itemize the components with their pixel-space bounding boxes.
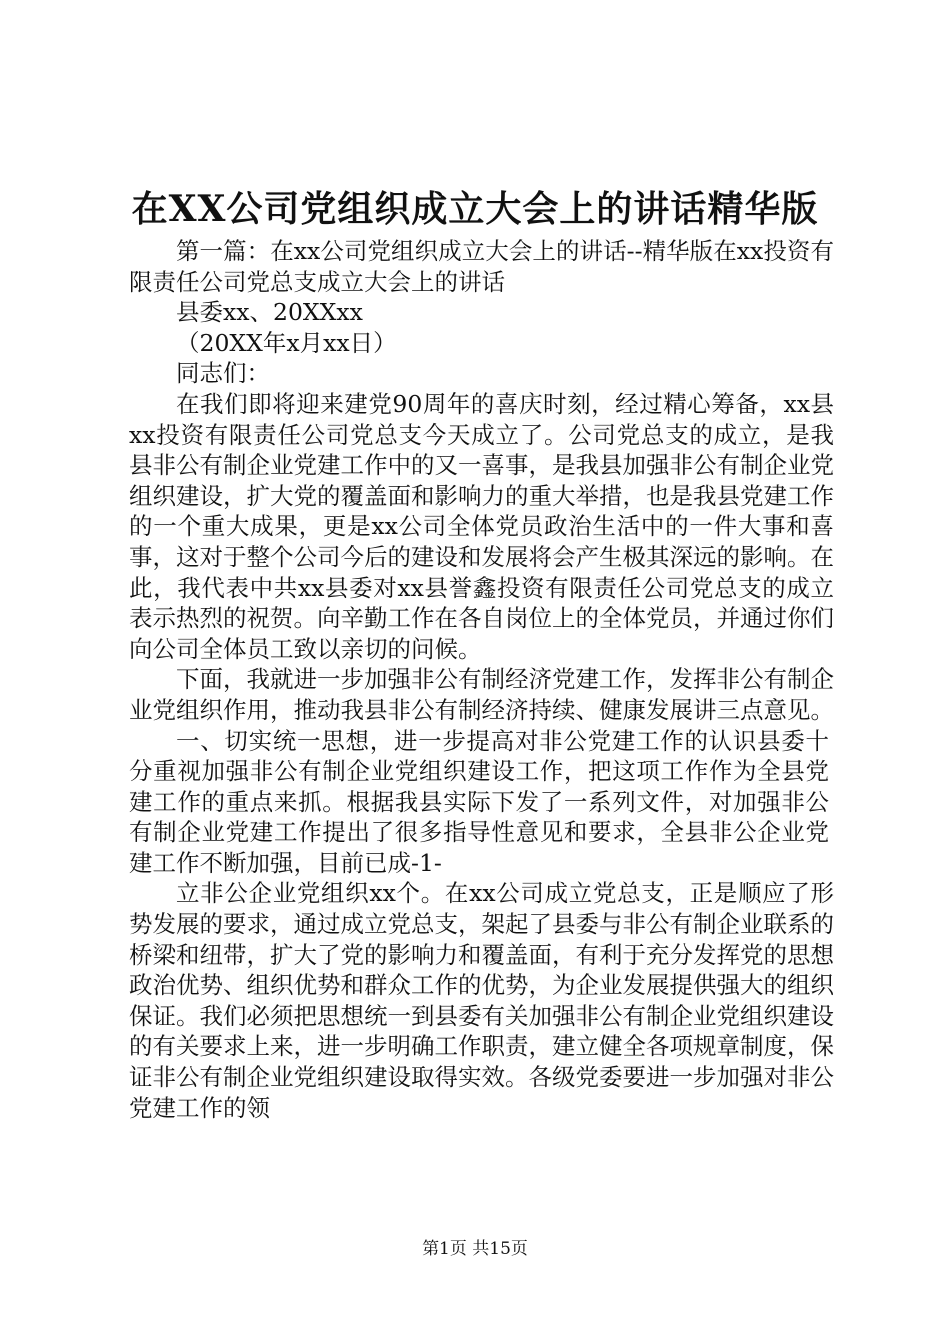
paragraph-salutation: 同志们： [176,359,270,388]
page-indicator: 第1页 共15页 [422,1239,528,1259]
paragraph-date: （20XX年x月xx日） [176,328,397,357]
document-body [129,236,834,1123]
paragraph-point-one: 一、切实统一思想，进一步提高对非公党建工作的认识县委十分重视加强非公有制企业党组织建设工作，把这项工作作为全县党建工作的重点来抓。根据我县实际下发了一系列文件，对加强非公有制企业党建工作提出了很多指导性意见和要求，全县非公企业党建工作不断加强，目前已成-1- [129,726,829,877]
paragraph-continuation: 立非公企业党组织xx个。在xx公司成立党总支，正是顺应了形势发展的要求，通过成立党总支，架起了县委与非公有制企业联系的桥梁和纽带，扩大了党的影响力和覆盖面，有利于充分发挥党的思想政治优势、组织优势和群众工作的优势，为企业发展提供强大的组织保证。我们必须把思想统一到县委有关加强非公有制企业党组织建设的有关要求上来，进一步明确工作职责，建立健全各项规章制度，保证非公有制企业党组织建设取得实效。各级党委要进一步加强对非公党建工作的领 [129,879,834,1122]
paragraph-intro: 第一篇：在xx公司党组织成立大会上的讲话--精华版在xx投资有限责任公司党总支成立大会上的讲话 [129,237,834,296]
paragraph-speaker: 县委xx、20XXxx [176,298,363,327]
paragraph-outline: 下面，我就进一步加强非公有制经济党建工作，发挥非公有制企业党组织作用，推动我县非公有制经济持续、健康发展讲三点意见。 [129,665,834,724]
document-title: 在XX公司党组织成立大会上的讲话精华版 [131,188,819,230]
paragraph-opening: 在我们即将迎来建党90周年的喜庆时刻，经过精心筹备，xx县xx投资有限责任公司党总支今天成立了。公司党总支的成立，是我县非公有制企业党建工作中的又一喜事，是我县加强非公有制企业党组织建设，扩大党的覆盖面和影响力的重大举措，也是我县党建工作的一个重大成果，更是xx公司全体党员政治生活中的一件大事和喜事，这对于整个公司今后的建设和发展将会产生极其深远的影响。在此，我代表中共xx县委对xx县誉鑫投资有限责任公司党总支的成立表示热烈的祝贺。向辛勤工作在各自岗位上的全体党员，并通过你们向公司全体员工致以亲切的问候。 [129,389,834,663]
